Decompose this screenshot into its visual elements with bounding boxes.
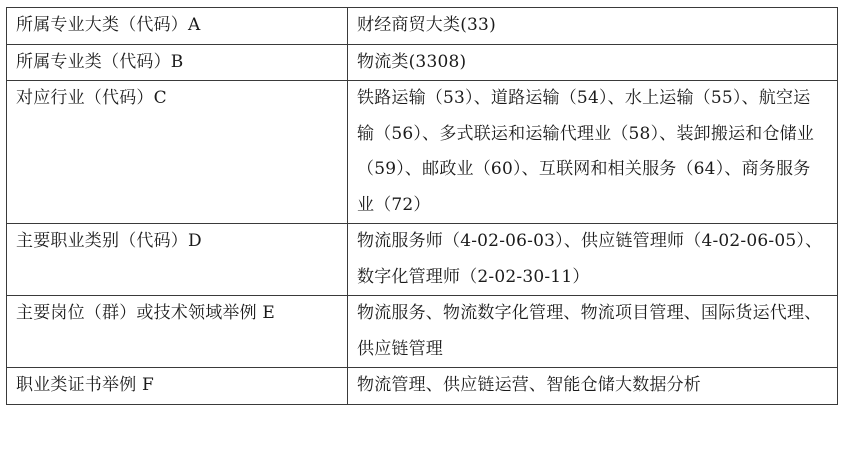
table-row-certificates xyxy=(7,368,838,405)
label-certificates: 职业类证书举例 F xyxy=(7,368,348,405)
label-positions: 主要岗位（群）或技术领域举例 E xyxy=(7,296,348,368)
table-row-major-class xyxy=(7,44,838,81)
label-major-class: 所属专业类（代码）B xyxy=(7,44,348,81)
value-major-category: 财经商贸大类(33) xyxy=(348,8,838,45)
label-occupation: 主要职业类别（代码）D xyxy=(7,224,348,296)
value-industry: 铁路运输（53）、道路运输（54）、水上运输（55）、航空运输（56）、多式联运和运输代理业（58）、装卸搬运和仓储业（59）、邮政业（60）、互联网和相关服务（64）、商务服务业（72） xyxy=(348,81,838,224)
value-positions: 物流服务、物流数字化管理、物流项目管理、国际货运代理、供应链管理 xyxy=(348,296,838,368)
label-major-category: 所属专业大类（代码）A xyxy=(7,8,348,45)
table-row-industry xyxy=(7,81,838,224)
table-row-major-category xyxy=(7,8,838,45)
label-industry: 对应行业（代码）C xyxy=(7,81,348,224)
value-certificates: 物流管理、供应链运营、智能仓储大数据分析 xyxy=(348,368,838,405)
value-occupation: 物流服务师（4-02-06-03）、供应链管理师（4-02-06-05）、数字化管理师（2-02-30-11） xyxy=(348,224,838,296)
table-row-occupation xyxy=(7,224,838,296)
value-major-class: 物流类(3308) xyxy=(348,44,838,81)
profile-table xyxy=(6,7,838,405)
table-row-positions xyxy=(7,296,838,368)
